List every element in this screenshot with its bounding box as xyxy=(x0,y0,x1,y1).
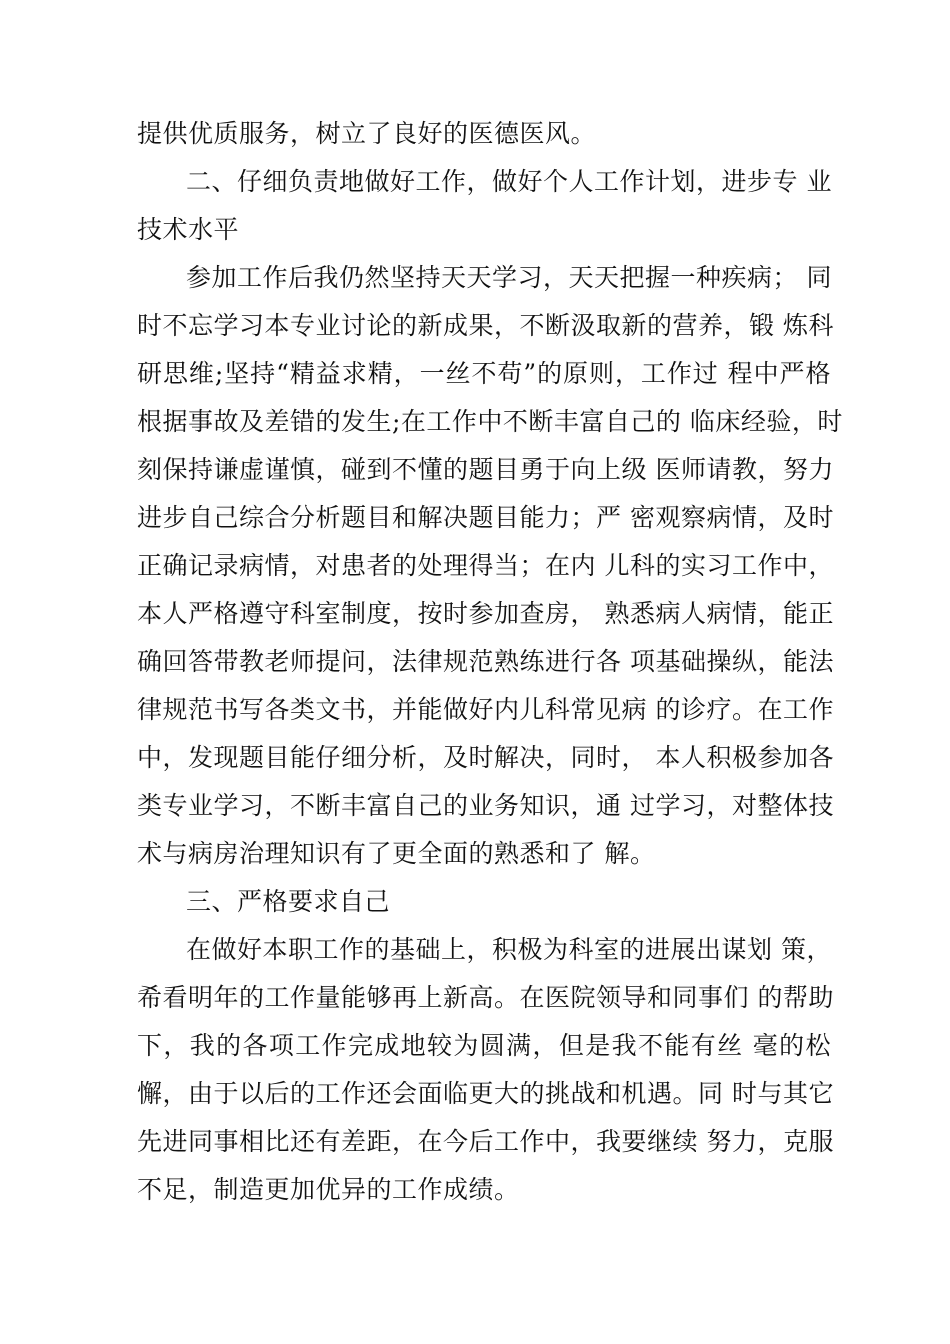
text-line: 正确记录病情，对患者的处理得当；在内 儿科的实习工作中， xyxy=(137,551,834,580)
text-line: 希看明年的工作量能够再上新高。在医院领导和同事们 的帮助 xyxy=(137,983,834,1012)
text-line: 律规范书写各类文书，并能做好内儿科常见病 的诊疗。在工作 xyxy=(137,695,834,724)
text-line: 本人严格遵守科室制度，按时参加查房， 熟悉病人病情，能正 xyxy=(137,599,834,628)
text-line: 提供优质服务，树立了良好的医德医风。 xyxy=(137,119,597,148)
section-heading: 二、仔细负责地做好工作，做好个人工作计划，进步专 业 xyxy=(186,167,832,196)
paragraph-first-line: 参加工作后我仍然坚持天天学习，天天把握一种疾病； 同 xyxy=(186,263,832,292)
text-line: 懈，由于以后的工作还会面临更大的挑战和机遇。同 时与其它 xyxy=(137,1079,834,1108)
text-line: 确回答带教老师提问，法律规范熟练进行各 项基础操纵，能法 xyxy=(137,647,834,676)
text-line: 先进同事相比还有差距，在今后工作中，我要继续 努力，克服 xyxy=(137,1127,834,1156)
section-heading: 三、严格要求自己 xyxy=(186,887,391,916)
section-heading-continuation: 技术水平 xyxy=(137,215,240,244)
text-line: 中，发现题目能仔细分析，及时解决，同时， 本人积极参加各 xyxy=(137,743,834,772)
text-line: 时不忘学习本专业讨论的新成果，不断汲取新的营养，锻 炼科 xyxy=(137,311,834,340)
text-line: 研思维;坚持“精益求精，一丝不苟”的原则，工作过 程中严格 xyxy=(137,359,831,388)
paragraph-first-line: 在做好本职工作的基础上，积极为科室的进展出谋划 策， xyxy=(186,935,832,964)
text-line: 下，我的各项工作完成地较为圆满，但是我不能有丝 毫的松 xyxy=(137,1031,831,1060)
text-line: 术与病房治理知识有了更全面的熟悉和了 解。 xyxy=(137,839,656,868)
text-line: 不足，制造更加优异的工作成绩。 xyxy=(137,1175,520,1204)
text-line: 根据事故及差错的发生;在工作中不断丰富自己的 临床经验，时 xyxy=(137,407,843,436)
text-line: 进步自己综合分析题目和解决题目能力；严 密观察病情，及时 xyxy=(137,503,834,532)
text-line: 刻保持谦虚谨慎，碰到不懂的题目勇于向上级 医师请教，努力 xyxy=(137,455,834,484)
text-line: 类专业学习，不断丰富自己的业务知识，通 过学习，对整体技 xyxy=(137,791,834,820)
